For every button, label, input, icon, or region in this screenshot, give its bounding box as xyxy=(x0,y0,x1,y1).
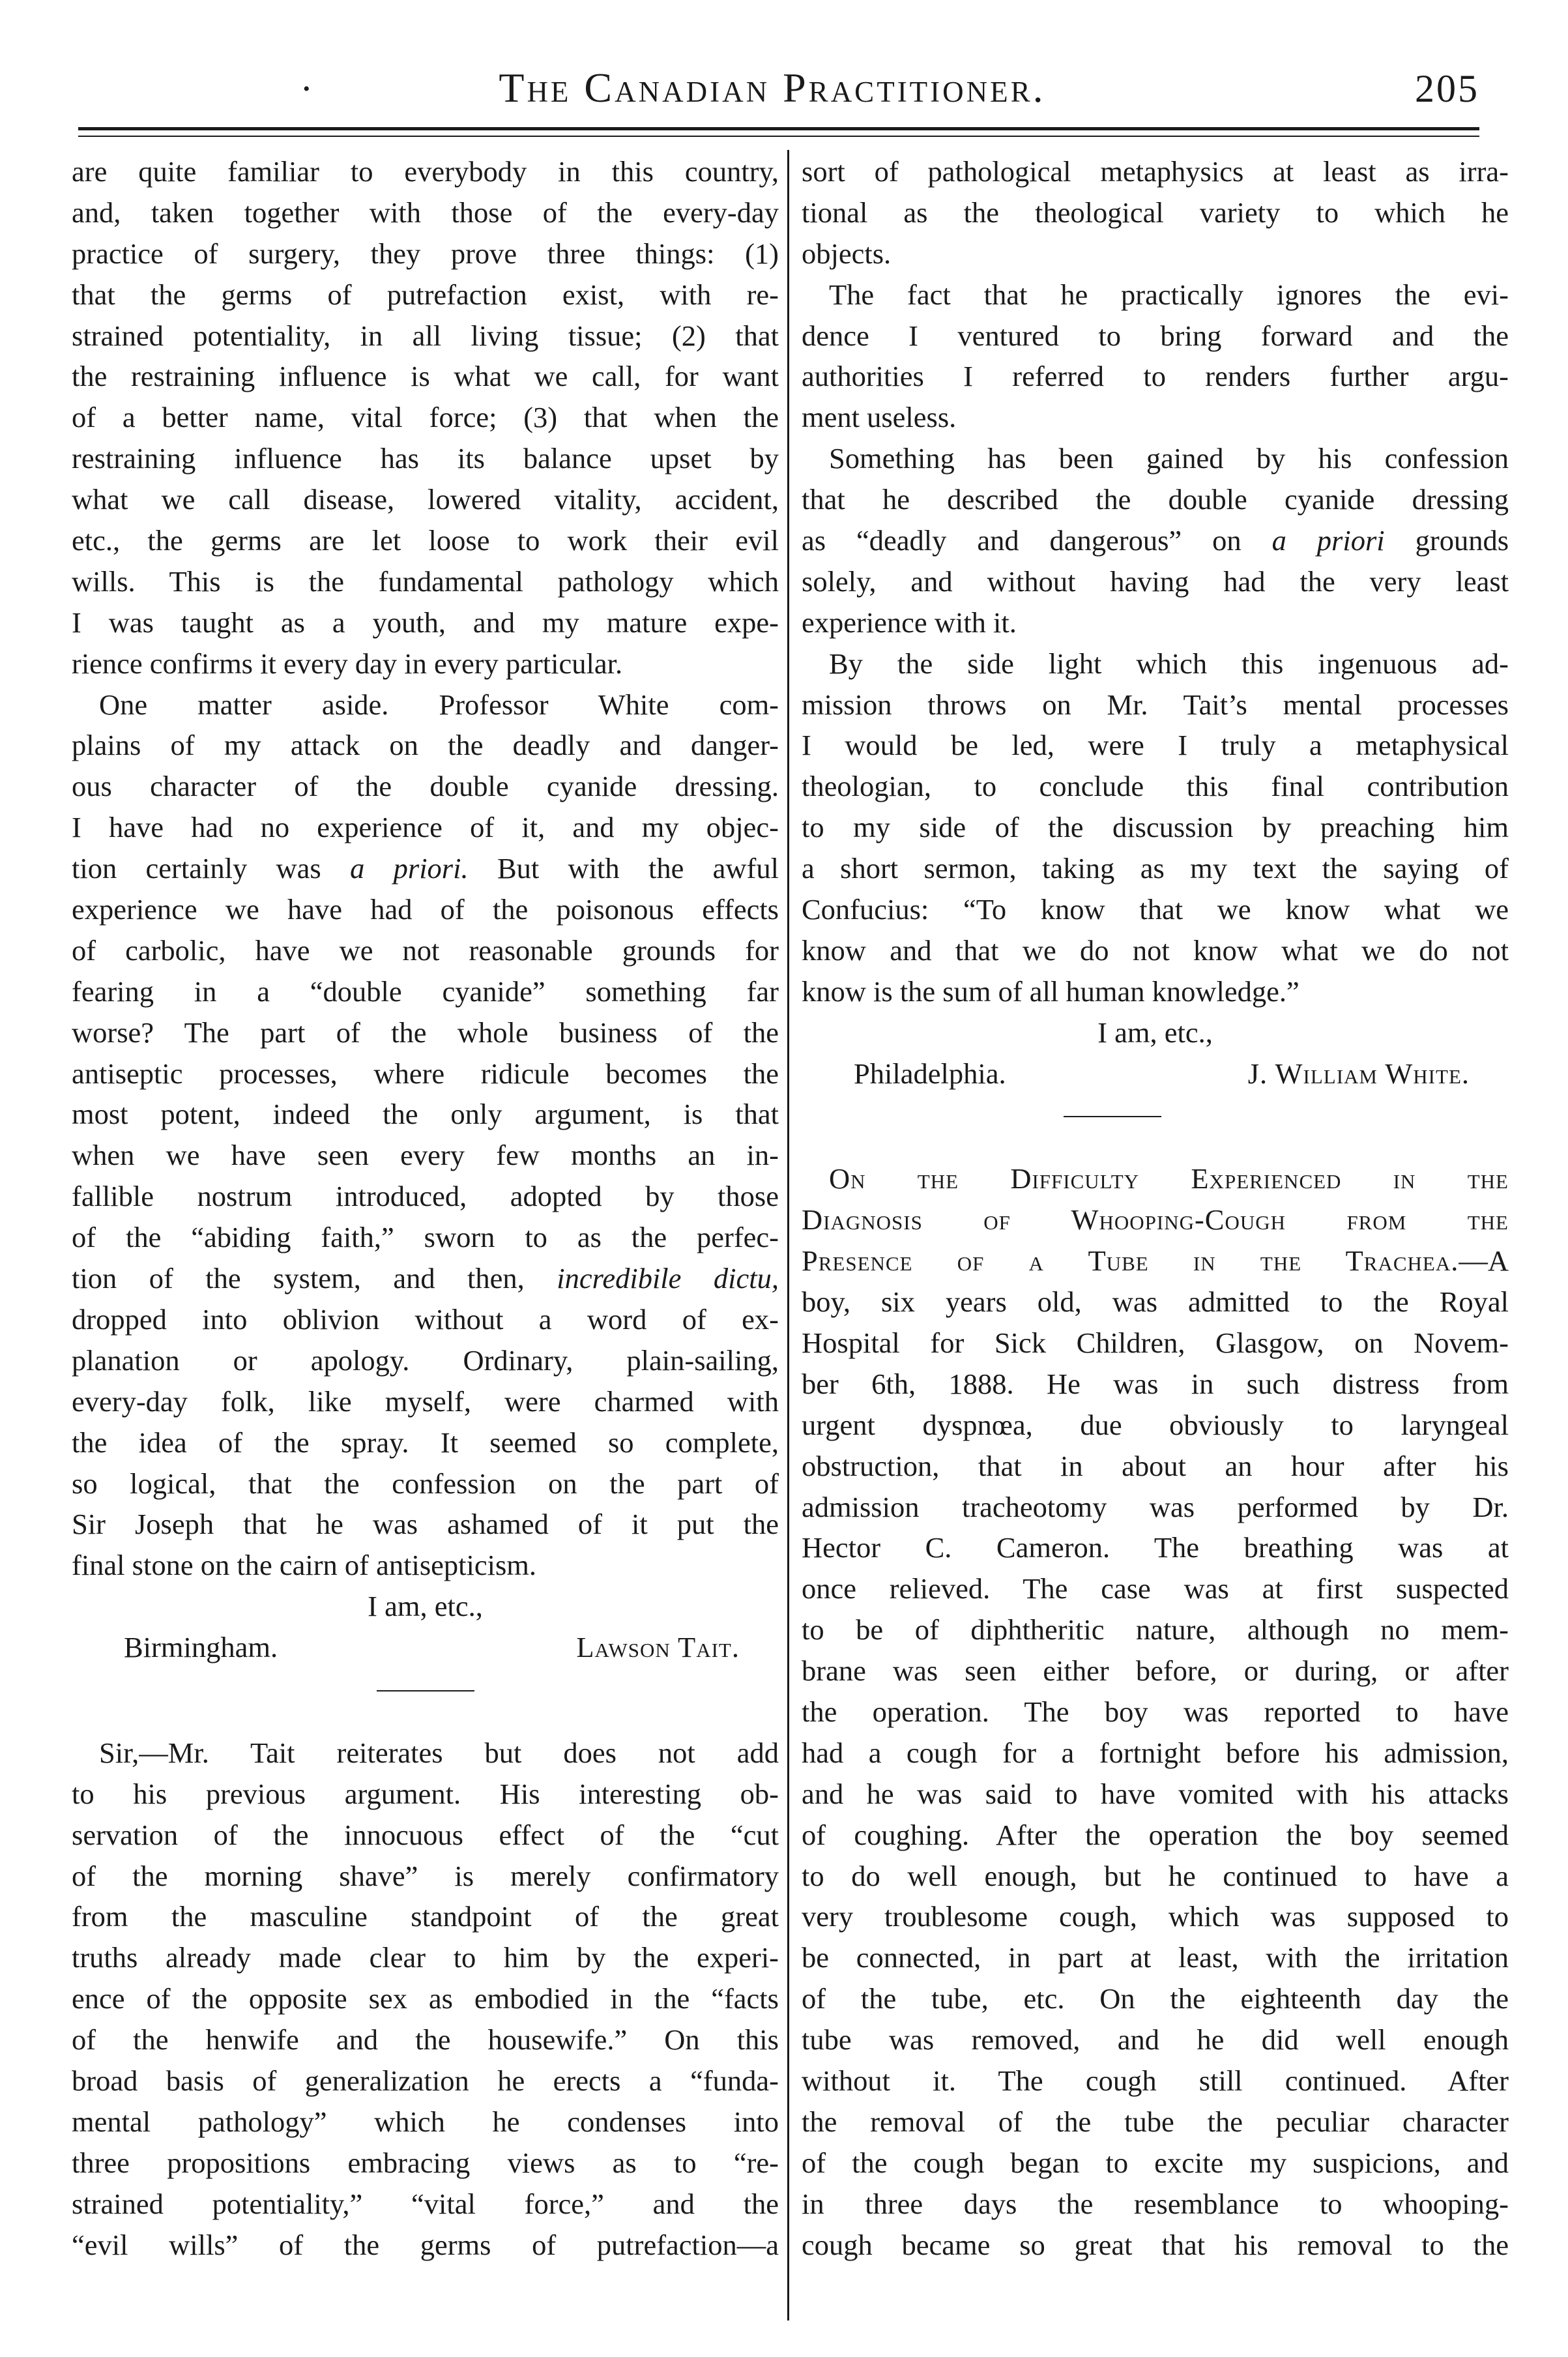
text-line: strained potentiality,” “vital force,” and the xyxy=(72,2187,779,2220)
text-line: be connected, in part at least, with the irritation xyxy=(802,1941,1509,1974)
text-line: of the morning shave” is merely confirmatory xyxy=(72,1859,779,1892)
text-line: I have had no experience of it, and my objec- xyxy=(72,811,779,844)
text-line: urgent dyspnœa, due obviously to laryngeal xyxy=(802,1408,1509,1441)
text-line: experience with it. xyxy=(802,606,1017,639)
right-closing: I am, etc., xyxy=(1097,1016,1213,1049)
right-para-4 xyxy=(802,643,1509,1012)
text-line: when we have seen every few months an in- xyxy=(72,1139,779,1172)
text-line: the operation. The boy was reported to have xyxy=(802,1695,1509,1728)
column-divider xyxy=(787,150,789,2320)
text-line: worse? The part of the whole business of the xyxy=(72,1016,779,1049)
text-line: authorities I referred to renders further argu- xyxy=(802,360,1509,393)
text-line: boy, six years old, was admitted to the Royal xyxy=(802,1285,1509,1319)
text-line: theologian, to conclude this final contribution xyxy=(802,770,1509,803)
left-signature xyxy=(72,1627,779,1668)
text-line: tube was removed, and he did well enough xyxy=(802,2023,1509,2057)
text-line: By the side light which this ingenuous ad- xyxy=(829,647,1509,680)
text-line: admission tracheotomy was performed by Dr. xyxy=(802,1490,1509,1523)
text-line: of the tube, etc. On the eighteenth day the xyxy=(802,1982,1509,2015)
text-line: final stone on the cairn of antisepticism. xyxy=(72,1549,537,1582)
text-line: solely, and without having had the very least xyxy=(802,564,1509,598)
text-line: and he was said to have vomited with his attacks xyxy=(802,1777,1509,1810)
text-line: three propositions embracing views as to “re- xyxy=(72,2146,779,2179)
text-line: truths already made clear to him by the experi- xyxy=(72,1941,779,1974)
text-line: Hector C. Cameron. The breathing was at xyxy=(802,1531,1509,1564)
text-line: planation or apology. Ordinary, plain-sailing, xyxy=(72,1343,779,1377)
text-line: of carbolic, have we not reasonable grounds for xyxy=(72,933,779,967)
text-line: very troublesome cough, which was supposed to xyxy=(802,1900,1509,1933)
text-line: rience confirms it every day in every particular. xyxy=(72,647,623,680)
text-line: Hospital for Sick Children, Glasgow, on Novem- xyxy=(802,1326,1509,1359)
text-line: I was taught as a youth, and my mature expe- xyxy=(72,606,779,639)
article-heading-line: Presence of a Tube in the Trachea.—A xyxy=(802,1244,1509,1278)
text-line: tion certainly was a priori. But with the awful xyxy=(72,852,779,885)
text-line: The fact that he practically ignores the evi- xyxy=(829,278,1509,311)
text-line: dence I ventured to bring forward and the xyxy=(802,319,1509,352)
text-line: ence of the opposite sex as embodied in the “facts xyxy=(72,1982,779,2015)
text-line: fallible nostrum introduced, adopted by those xyxy=(72,1180,779,1213)
right-para-3 xyxy=(802,438,1509,643)
text-line: Sir,—Mr. Tait reiterates but does not add xyxy=(99,1736,779,1769)
text-line: as “deadly and dangerous” on a priori grounds xyxy=(802,524,1509,557)
text-line: to do well enough, but he continued to have a xyxy=(802,1859,1509,1892)
text-line: broad basis of generalization he erects a “funda- xyxy=(72,2064,779,2097)
left-para-1 xyxy=(72,151,779,684)
text-line: etc., the germs are let loose to work their evil xyxy=(72,524,779,557)
text-line: had a cough for a fortnight before his admission, xyxy=(802,1736,1509,1769)
text-line: I would be led, were I truly a metaphysical xyxy=(802,729,1509,762)
text-line: plains of my attack on the deadly and danger- xyxy=(72,729,779,762)
text-line: what we call disease, lowered vitality, accident, xyxy=(72,483,779,516)
text-line: are quite familiar to everybody in this country, xyxy=(72,155,779,188)
signature-city: Birmingham. xyxy=(124,1631,278,1664)
text-line: of a better name, vital force; (3) that when the xyxy=(72,401,779,434)
article-body xyxy=(802,1281,1509,2265)
text-line: of the “abiding faith,” sworn to as the perfec- xyxy=(72,1221,779,1254)
text-line: Confucius: “To know that we know what we xyxy=(802,893,1509,926)
text-line: experience we have had of the poisonous effects xyxy=(72,893,779,926)
text-line: so logical, that the confession on the part of xyxy=(72,1467,779,1500)
text-line: of the henwife and the housewife.” On this xyxy=(72,2023,779,2057)
text-line: most potent, indeed the only argument, is that xyxy=(72,1098,779,1131)
text-line: to his previous argument. His interesting ob- xyxy=(72,1777,779,1810)
left-para-2 xyxy=(72,684,779,1587)
header-rule-thin xyxy=(78,136,1479,137)
right-signature xyxy=(802,1053,1509,1094)
text-line: every-day folk, like myself, were charmed with xyxy=(72,1384,779,1418)
text-line: dropped into oblivion without a word of ex- xyxy=(72,1302,779,1336)
text-line: practice of surgery, they prove three things: (1) xyxy=(72,237,779,270)
text-line: to be of diphtheritic nature, although no mem- xyxy=(802,1613,1509,1647)
text-line: sort of pathological metaphysics at least as irra- xyxy=(802,155,1509,188)
text-line: ous character of the double cyanide dressing. xyxy=(72,770,779,803)
text-line: antiseptic processes, where ridicule becomes the xyxy=(72,1057,779,1090)
header-ornament: • xyxy=(303,78,310,100)
page-number: 205 xyxy=(1415,67,1479,110)
text-line: obstruction, that in about an hour after his xyxy=(802,1449,1509,1482)
text-line: without it. The cough still continued. After xyxy=(802,2064,1509,2097)
text-line: the idea of the spray. It seemed so complete, xyxy=(72,1426,779,1459)
text-line: Something has been gained by his confession xyxy=(829,442,1509,475)
signature-name: Lawson Tait. xyxy=(576,1631,740,1664)
right-column xyxy=(802,151,1509,2265)
text-line: from the masculine standpoint of the great xyxy=(72,1900,779,1933)
text-line: cough became so great that his removal to the xyxy=(802,2228,1509,2261)
text-line: that the germs of putrefaction exist, with re- xyxy=(72,278,779,311)
text-line: objects. xyxy=(802,237,892,270)
text-line: One matter aside. Professor White com- xyxy=(99,688,779,721)
text-line: “evil wills” of the germs of putrefaction—a xyxy=(72,2228,779,2261)
article-heading-line: Diagnosis of Whooping-Cough from the xyxy=(802,1203,1509,1237)
section-rule xyxy=(802,1094,1509,1135)
right-para-2 xyxy=(802,274,1509,439)
running-header xyxy=(65,52,1479,124)
signature-name: J. William White. xyxy=(1247,1057,1470,1090)
text-line: wills. This is the fundamental pathology which xyxy=(72,564,779,598)
text-line: mission throws on Mr. Tait’s mental processes xyxy=(802,688,1509,721)
right-para-1 xyxy=(802,151,1509,274)
text-line: in three days the resemblance to whooping- xyxy=(802,2187,1509,2220)
text-line: strained potentiality, in all living tissue; (2) that xyxy=(72,319,779,352)
text-line: of coughing. After the operation the boy seemed xyxy=(802,1818,1509,1851)
text-line: to my side of the discussion by preaching him xyxy=(802,811,1509,844)
text-line: tion of the system, and then, incredibile dictu, xyxy=(72,1262,779,1295)
text-line: and, taken together with those of the every-day xyxy=(72,196,779,229)
text-line: mental pathology” which he condenses into xyxy=(72,2105,779,2138)
text-line: ber 6th, 1888. He was in such distress from xyxy=(802,1367,1509,1400)
text-line: that he described the double cyanide dressing xyxy=(802,483,1509,516)
section-rule xyxy=(72,1668,779,1709)
text-line: fearing in a “double cyanide” something far xyxy=(72,974,779,1008)
left-para-3 xyxy=(72,1733,779,2266)
text-line: ment useless. xyxy=(802,401,957,434)
left-closing: I am, etc., xyxy=(368,1590,483,1623)
text-line: restraining influence has its balance upset by xyxy=(72,442,779,475)
text-line: know and that we do not know what we do not xyxy=(802,933,1509,967)
text-line: a short sermon, taking as my text the saying of xyxy=(802,852,1509,885)
text-line: servation of the innocuous effect of the “cut xyxy=(72,1818,779,1851)
signature-city: Philadelphia. xyxy=(854,1057,1006,1090)
text-line: tional as the theological variety to which he xyxy=(802,196,1509,229)
header-rule-thick xyxy=(78,127,1479,130)
left-column xyxy=(72,151,779,2265)
text-line: brane was seen either before, or during, or after xyxy=(802,1654,1509,1688)
text-line: the restraining influence is what we call, for want xyxy=(72,360,779,393)
article-heading-line: On the Difficulty Experienced in the xyxy=(829,1162,1509,1195)
journal-title: The Canadian Practitioner. xyxy=(499,65,1046,111)
article xyxy=(802,1158,1509,2265)
text-line: Sir Joseph that he was ashamed of it put the xyxy=(72,1508,779,1541)
text-line: of the cough began to excite my suspicions, and xyxy=(802,2146,1509,2179)
text-line: once relieved. The case was at first suspected xyxy=(802,1572,1509,1605)
text-line: the removal of the tube the peculiar character xyxy=(802,2105,1509,2138)
text-line: know is the sum of all human knowledge.” xyxy=(802,974,1299,1008)
